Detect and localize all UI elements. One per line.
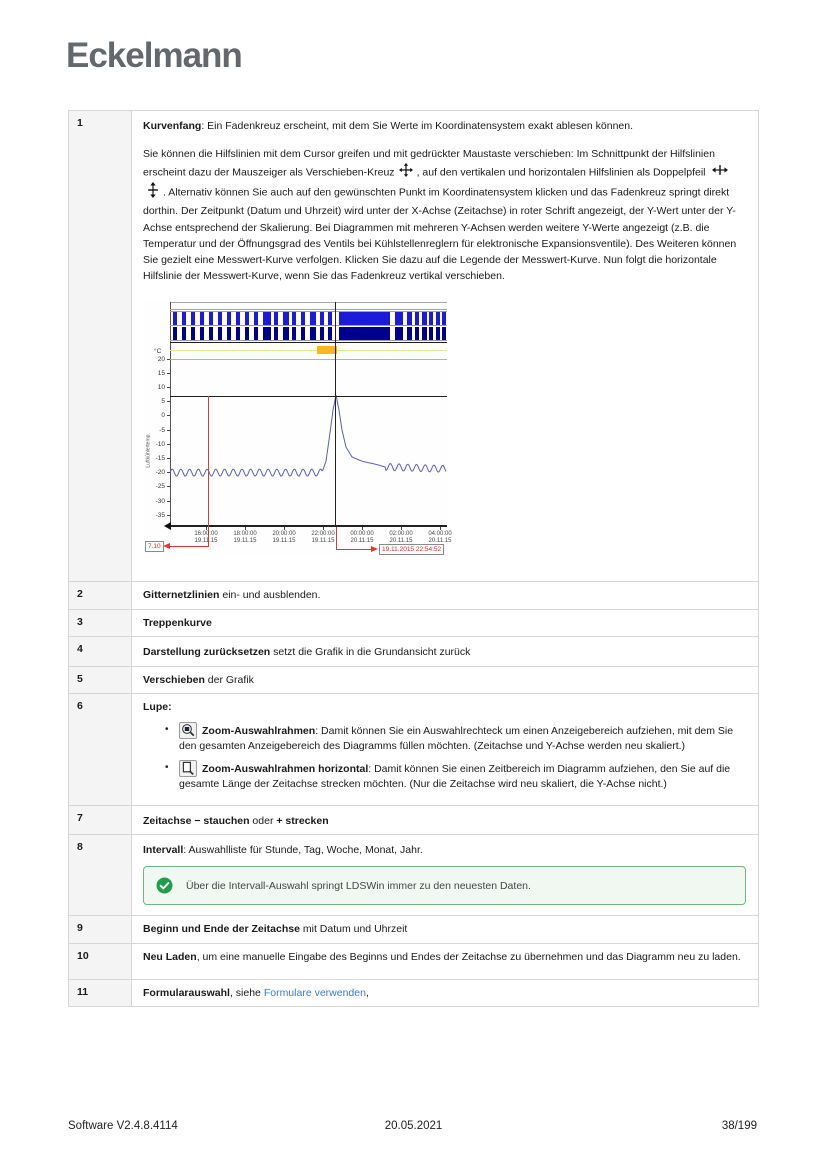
status-track-2 [310,327,316,340]
row-content [132,610,758,636]
footer-page-number: 38/199 [721,1120,757,1132]
term: Neu Laden [143,950,197,963]
y-tick-mark [167,444,170,445]
note-text: Über die Intervall-Auswahl springt LDSWin immer zu den neuesten Daten. [186,879,531,892]
row-content [132,835,758,915]
row-number: 11 [69,980,132,1006]
term-kurvenfang: Kurvenfang [143,120,202,132]
x-tick-label: 20:00:00 19.11.15 [272,530,296,544]
red-arrowhead-right-icon [371,546,378,552]
row-text: , um eine manuelle Eingabe des Beginns und Endes der Zeitachse zu übernehmen und das Diagramm neu zu laden. [196,950,741,963]
zoom-rect-icon [179,722,197,739]
paragraph [143,119,748,133]
status-track-2 [236,327,240,340]
status-track-2 [173,327,177,340]
row-content [132,667,758,693]
y-tick-label: -10 [155,440,165,448]
paragraph-text: . Alternativ können Sie auch auf den gewünschten Punkt im Koordinatensystem klicken und das Fadenkreuz springt direkt dorthin. Der Zeitpunkt (Datum und Uhrzeit) wird unter der X-Achse (Zeitachse) in roter Schrift angezeigt, der Y-Wert unter der Y-Achse entsprechend der Skalierung. Bei Diagrammen mit mehreren Y-Achsen werden weitere Y-Werte angezeigt (z.B. die Temperatur und der Öffnungsgrad des Ventils bei Kühlstellenreglern für elektronische Expansionsventile). Des Weiteren können Sie gezielt eine Messwert-Kurve verfolgen. Klicken Sie dazu auf die Legende der Messwert-Kurve. Nun folgt die horizontale Hilfslinie der Messwert-Kurve, wenn Sie das Fadenkreuz vertikal verschieben. [143,186,737,283]
term: Beginn und Ende der Zeitachse [143,923,300,936]
eckelmann-logo: Eckelmann [66,36,242,75]
status-track-1 [173,312,177,325]
y-tick-label: -5 [159,426,165,434]
term: Treppenkurve [143,616,212,629]
status-track-1 [182,312,186,325]
crosshair-vertical-line[interactable] [335,302,336,526]
info-note [143,866,746,905]
status-track-1 [236,312,240,325]
move-cross-icon [399,163,413,182]
table-row [69,637,758,666]
paragraph-text: , auf den vertikalen und horizontalen Hilfslinien als Doppelpfeil [416,166,706,179]
crosshair-horizontal-line[interactable] [170,396,447,397]
table-row [69,694,758,805]
x-tick-label: 02:00:00 20.11.15 [389,530,413,544]
row-text: , [365,986,369,999]
formulare-verwenden-link[interactable]: Formulare verwenden [263,986,366,999]
status-track-1 [209,312,213,325]
row-text: , siehe [229,986,264,999]
status-track-1 [442,312,446,325]
status-track-2 [245,327,249,340]
status-track-2 [422,327,427,340]
row-number: 4 [69,637,132,665]
term: Intervall [143,844,184,856]
row-content [132,806,758,834]
status-track-2 [209,327,213,340]
y-tick-mark [167,515,170,516]
table-row [69,806,758,835]
zoom-horizontal-icon [179,760,197,777]
status-track-1 [422,312,427,325]
status-track-1 [328,312,332,325]
x-tick-mark [323,527,324,530]
row-text: der Grafik [204,673,254,686]
status-track-2 [283,327,289,340]
x-tick-label: 16:00:00 19.11.15 [194,530,218,544]
status-track-2 [328,327,332,340]
red-arrowhead-left-icon [163,543,170,549]
table-row [69,980,758,1007]
status-track-2 [274,327,278,340]
row-content [132,694,758,804]
status-track-1 [191,312,195,325]
table-row [69,835,758,916]
y-tick-label: 15 [157,369,165,377]
status-track-2 [263,327,271,340]
row-number: 10 [69,944,132,979]
y-axis-unit: °C [154,347,162,355]
red-arrow-left [169,546,209,547]
x-tick-label: 22:00:00 19.11.15 [311,530,335,544]
row-number: 7 [69,806,132,834]
row-text: ein- und ausblenden. [219,588,321,601]
x-tick-mark [245,527,246,530]
status-track-1 [218,312,222,325]
diagram-screenshot [143,299,452,557]
status-track-1 [339,312,390,325]
row-content [132,582,758,609]
table-row [69,111,758,582]
x-tick-label: 00:00:00 20.11.15 [350,530,374,544]
row-number: 5 [69,667,132,693]
term: Gitternetzlinien [143,588,220,601]
status-track-1 [274,312,278,325]
status-track-2 [254,327,258,340]
list-item [165,760,748,791]
row-text: : Auswahlliste für Stunde, Tag, Woche, Monat, Jahr. [183,844,423,856]
y-tick-label: -20 [155,469,165,477]
status-track-2 [200,327,204,340]
term: Zoom-Auswahlrahmen [202,724,316,737]
status-track-1 [283,312,289,325]
row-text: : Damit können Sie einen Zeitbereich im Diagramm aufziehen, den Sie auf die gesamte Länge der Zeitachse strecken möchten. (Nur die Zeitachse wird neu skaliert, die Y-Achse nicht.) [179,763,731,791]
table-row [69,944,758,980]
bullet-icon: • [165,723,169,735]
status-track-2 [415,327,419,340]
x-tick-mark [401,527,402,530]
row-text: mit Datum und Uhrzeit [299,923,408,936]
footer-version: Software V2.4.8.4114 [68,1120,178,1132]
y-tick-mark [167,401,170,402]
term: Verschieben [143,673,205,686]
vertical-resize-icon [147,182,159,203]
status-track-1 [292,312,296,325]
row-content [132,980,758,1006]
y-tick-label: 10 [157,384,165,391]
status-track-1 [320,312,324,325]
status-track-2 [339,327,390,340]
row-number: 9 [69,916,132,942]
status-track-1 [263,312,271,325]
row-number: 8 [69,835,132,915]
status-track-2 [182,327,186,340]
red-value-line [208,396,209,546]
status-track-2 [301,327,305,340]
status-track-2 [395,327,403,340]
status-track-1 [395,312,403,325]
row-number: 2 [69,582,132,609]
term-lupe: Lupe: [143,701,172,714]
table-row [69,916,758,943]
status-track-1 [429,312,433,325]
row-text: : Damit können Sie ein Auswahlrechteck um einen Anzeigebereich aufziehen, mit dem Sie den gesamten Anzeigebereich des Diagramms füllen möchten. (Zeitachse und Y-Achse werden neu skaliert.) [179,724,734,752]
status-track-2 [407,327,412,340]
lupe-options-list [143,722,748,792]
row-text: setzt die Grafik in die Grundansicht zurück [270,646,471,659]
status-track-1 [200,312,204,325]
red-arrow-right [336,549,372,550]
x-tick-label: 04:00:00 20.11.15 [428,530,452,544]
list-item [165,722,748,753]
term: Formularauswahl [143,986,230,999]
status-track-2 [218,327,222,340]
term: + strecken [276,814,329,827]
status-track-1 [415,312,419,325]
y-tick-mark [167,430,170,431]
y-tick-label: -25 [155,483,165,491]
y-tick-label: 5 [161,398,165,406]
horizontal-resize-icon [712,164,728,181]
crosshair-x-value: 19.11.2015 22:54:52 [379,544,444,555]
y-tick-mark [167,486,170,487]
y-tick-mark [167,373,170,374]
status-track-1 [436,312,440,325]
feature-table [68,110,759,1007]
y-tick-label: 0 [161,412,165,420]
row-number: 6 [69,694,132,804]
table-row [69,610,758,637]
y-tick-mark [167,359,170,360]
term: Zoom-Auswahlrahmen horizontal [202,763,369,776]
crosshair-y-value: 7.10 [145,541,164,552]
status-track-1 [301,312,305,325]
x-tick-label: 18:00:00 19.11.15 [233,530,257,544]
status-track-1 [254,312,258,325]
status-track-1 [227,312,231,325]
row-content [132,111,758,581]
y-tick-mark [167,472,170,473]
row-content [132,944,758,979]
x-tick-mark [206,527,207,530]
status-track-2 [191,327,195,340]
row-content [132,637,758,665]
paragraph-text: Sie können die Hilfslinien mit dem Cursor greifen und mit gedrückter Maustaste verschieben: Im Schnittpunkt der Hilfslinien erscheint dazu der Mauszeiger als Verschieben-Kreuz [143,148,715,179]
y-tick-label: 20 [157,355,165,363]
row-number: 3 [69,610,132,636]
y-tick-mark [167,501,170,502]
check-circle-icon [156,877,173,894]
status-track-2 [442,327,446,340]
status-track-1 [407,312,412,325]
x-tick-mark [362,527,363,530]
row-content [132,916,758,942]
y-tick-mark [167,387,170,388]
status-track-2 [436,327,440,340]
paragraph-text: : Ein Fadenkreuz erscheint, mit dem Sie Werte im Koordinatensystem exakt ablesen können. [201,120,634,132]
x-tick-mark [284,527,285,530]
status-track-1 [310,312,316,325]
row-number: 1 [69,111,132,581]
x-tick-mark [440,527,441,530]
footer-date: 20.05.2021 [384,1120,443,1132]
y-tick-mark [167,458,170,459]
y-tick-mark [167,415,170,416]
term: Zeitachse − stauchen [143,814,250,827]
y-axis-title: Luftkühlertemp. [145,432,152,468]
term: Darstellung zurücksetzen [143,646,271,659]
row-text: oder [249,814,277,827]
y-tick-label: -30 [155,497,165,505]
status-track-2 [292,327,296,340]
status-track-2 [429,327,433,340]
status-track-2 [320,327,324,340]
table-row [69,582,758,610]
bullet-icon: • [165,762,169,774]
y-tick-label: -35 [155,511,165,519]
status-track-1 [245,312,249,325]
paragraph [143,146,748,284]
table-row [69,667,758,694]
y-tick-label: -15 [155,455,165,462]
status-track-2 [227,327,231,340]
